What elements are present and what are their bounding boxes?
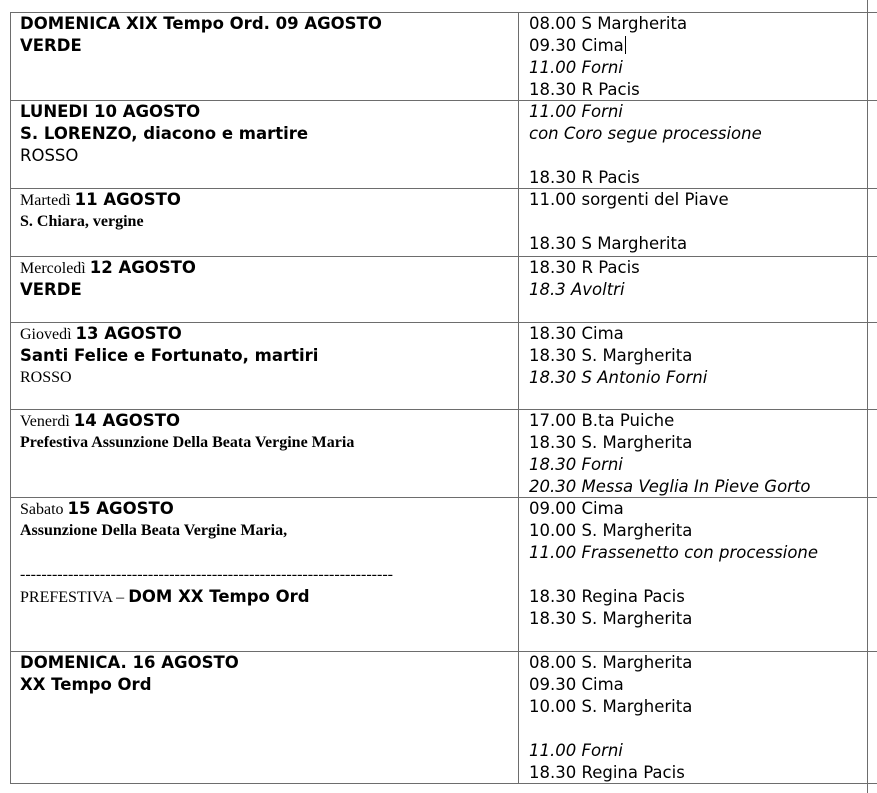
mass-text: 18.30 S Margherita	[529, 234, 688, 253]
day-text: 14 AGOSTO	[73, 411, 180, 430]
mass-time	[529, 57, 867, 79]
day-text: ----------------------------------------------------------------------	[20, 566, 393, 583]
day-text: ROSSO	[20, 146, 79, 165]
mass-time	[529, 762, 867, 784]
day-text: LUNEDI 10 AGOSTO	[20, 102, 201, 121]
mass-text: 18.30 Regina Pacis	[529, 763, 685, 782]
mass-time	[529, 586, 867, 608]
day-text: 11 AGOSTO	[74, 190, 181, 209]
mass-time	[529, 718, 867, 740]
text-cursor	[625, 36, 626, 54]
mass-time	[529, 696, 867, 718]
mass-cell	[519, 189, 867, 256]
day-text: XX Tempo Ord	[20, 675, 152, 694]
mass-time	[529, 35, 867, 57]
mass-time	[529, 211, 867, 233]
mass-time	[529, 520, 867, 542]
day-text: Martedì	[20, 192, 75, 209]
mass-time	[529, 167, 867, 189]
mass-time	[529, 432, 867, 454]
day-line	[20, 123, 518, 145]
day-text: ROSSO	[20, 369, 72, 386]
day-line	[20, 35, 518, 57]
mass-text: 20.30 Messa Veglia In Pieve Gorto	[529, 477, 811, 496]
day-cell	[11, 257, 518, 322]
mass-time	[529, 13, 867, 35]
day-line	[20, 674, 518, 696]
mass-text: 18.30 Cima	[529, 324, 624, 343]
day-cell	[11, 323, 518, 409]
mass-text: 18.30 S. Margherita	[529, 346, 693, 365]
day-text: Assunzione Della Beata Vergine Maria,	[20, 522, 288, 539]
mass-text: 11.00 Forni	[529, 58, 623, 77]
day-cell	[11, 410, 518, 497]
day-text: Giovedì	[20, 326, 76, 343]
mass-text: 18.30 R Pacis	[529, 80, 640, 99]
mass-time	[529, 608, 867, 630]
day-line	[20, 367, 518, 389]
day-line	[20, 323, 518, 345]
day-text: VERDE	[20, 280, 82, 299]
column-divider	[867, 0, 868, 793]
mass-text: con Coro segue processione	[529, 124, 762, 143]
day-text: DOMENICA. 16 AGOSTO	[20, 653, 239, 672]
mass-text: 11.00 Frassenetto con processione	[529, 543, 819, 562]
day-text: DOM XX Tempo Ord	[128, 587, 310, 606]
day-text: DOMENICA XIX Tempo Ord. 09 AGOSTO	[20, 14, 382, 33]
day-line	[20, 145, 518, 167]
day-text: Prefestiva Assunzione Della Beata Vergine Maria	[20, 434, 355, 451]
mass-time	[529, 652, 867, 674]
mass-time	[529, 101, 867, 123]
mass-time	[529, 476, 867, 498]
mass-time	[529, 79, 867, 101]
mass-cell	[519, 323, 867, 409]
mass-cell	[519, 13, 867, 100]
mass-time	[529, 498, 867, 520]
mass-time	[529, 233, 867, 255]
mass-text: 09.30 Cima	[529, 675, 624, 694]
mass-cell	[519, 257, 867, 322]
mass-text: 18.30 Regina Pacis	[529, 587, 685, 606]
mass-text: 11.00 Forni	[529, 741, 623, 760]
day-line	[20, 211, 518, 233]
day-line	[20, 13, 518, 35]
day-line	[20, 652, 518, 674]
mass-text: 18.30 S Antonio Forni	[529, 368, 708, 387]
day-line	[20, 542, 518, 564]
mass-time	[529, 145, 867, 167]
day-cell	[11, 189, 518, 256]
day-line	[20, 520, 518, 542]
day-text: 12 AGOSTO	[89, 258, 196, 277]
mass-time	[529, 123, 867, 145]
day-text: VERDE	[20, 36, 82, 55]
mass-text: 11.00 Forni	[529, 102, 623, 121]
mass-time	[529, 454, 867, 476]
day-text: S. LORENZO, diacono e martire	[20, 124, 309, 143]
day-line	[20, 564, 518, 586]
mass-time	[529, 323, 867, 345]
mass-time	[529, 740, 867, 762]
day-text: PREFESTIVA –	[20, 589, 129, 606]
mass-text: 10.00 S. Margherita	[529, 521, 693, 540]
mass-text: 09.30 Cima	[529, 36, 624, 55]
day-line	[20, 101, 518, 123]
day-text: Venerdì	[20, 413, 74, 430]
day-text: S. Chiara, vergine	[20, 213, 144, 230]
day-line	[20, 279, 518, 301]
mass-text: 18.3 Avoltri	[529, 280, 625, 299]
mass-time	[529, 542, 867, 564]
day-line	[20, 586, 518, 608]
mass-cell	[519, 498, 867, 651]
mass-text: 11.00 sorgenti del Piave	[529, 190, 729, 209]
mass-time	[529, 367, 867, 389]
day-cell	[11, 101, 518, 188]
day-line	[20, 345, 518, 367]
mass-cell	[519, 652, 867, 783]
day-line	[20, 189, 518, 211]
day-line	[20, 410, 518, 432]
mass-cell	[519, 101, 867, 188]
day-text: Sabato	[20, 501, 68, 518]
mass-time	[529, 257, 867, 279]
mass-text: 09.00 Cima	[529, 499, 624, 518]
day-line	[20, 498, 518, 520]
day-line	[20, 432, 518, 454]
mass-text: 10.00 S. Margherita	[529, 697, 693, 716]
mass-text: 18.30 S. Margherita	[529, 609, 693, 628]
mass-time	[529, 410, 867, 432]
mass-time	[529, 189, 867, 211]
day-cell	[11, 498, 518, 651]
mass-cell	[519, 410, 867, 497]
mass-time	[529, 345, 867, 367]
mass-time	[529, 564, 867, 586]
mass-text: 18.30 R Pacis	[529, 168, 640, 187]
mass-time	[529, 674, 867, 696]
mass-text: 08.00 S Margherita	[529, 14, 688, 33]
day-line	[20, 257, 518, 279]
day-cell	[11, 652, 518, 783]
mass-text: 18.30 Forni	[529, 455, 623, 474]
day-cell	[11, 13, 518, 100]
mass-text: 17.00 B.ta Puiche	[529, 411, 675, 430]
mass-time	[529, 279, 867, 301]
mass-text: 18.30 R Pacis	[529, 258, 640, 277]
day-text: 15 AGOSTO	[67, 499, 174, 518]
day-text: Santi Felice e Fortunato, martiri	[20, 346, 319, 365]
day-text: Mercoledì	[20, 260, 90, 277]
day-text: 13 AGOSTO	[75, 324, 182, 343]
mass-text: 18.30 S. Margherita	[529, 433, 693, 452]
mass-text: 08.00 S. Margherita	[529, 653, 693, 672]
